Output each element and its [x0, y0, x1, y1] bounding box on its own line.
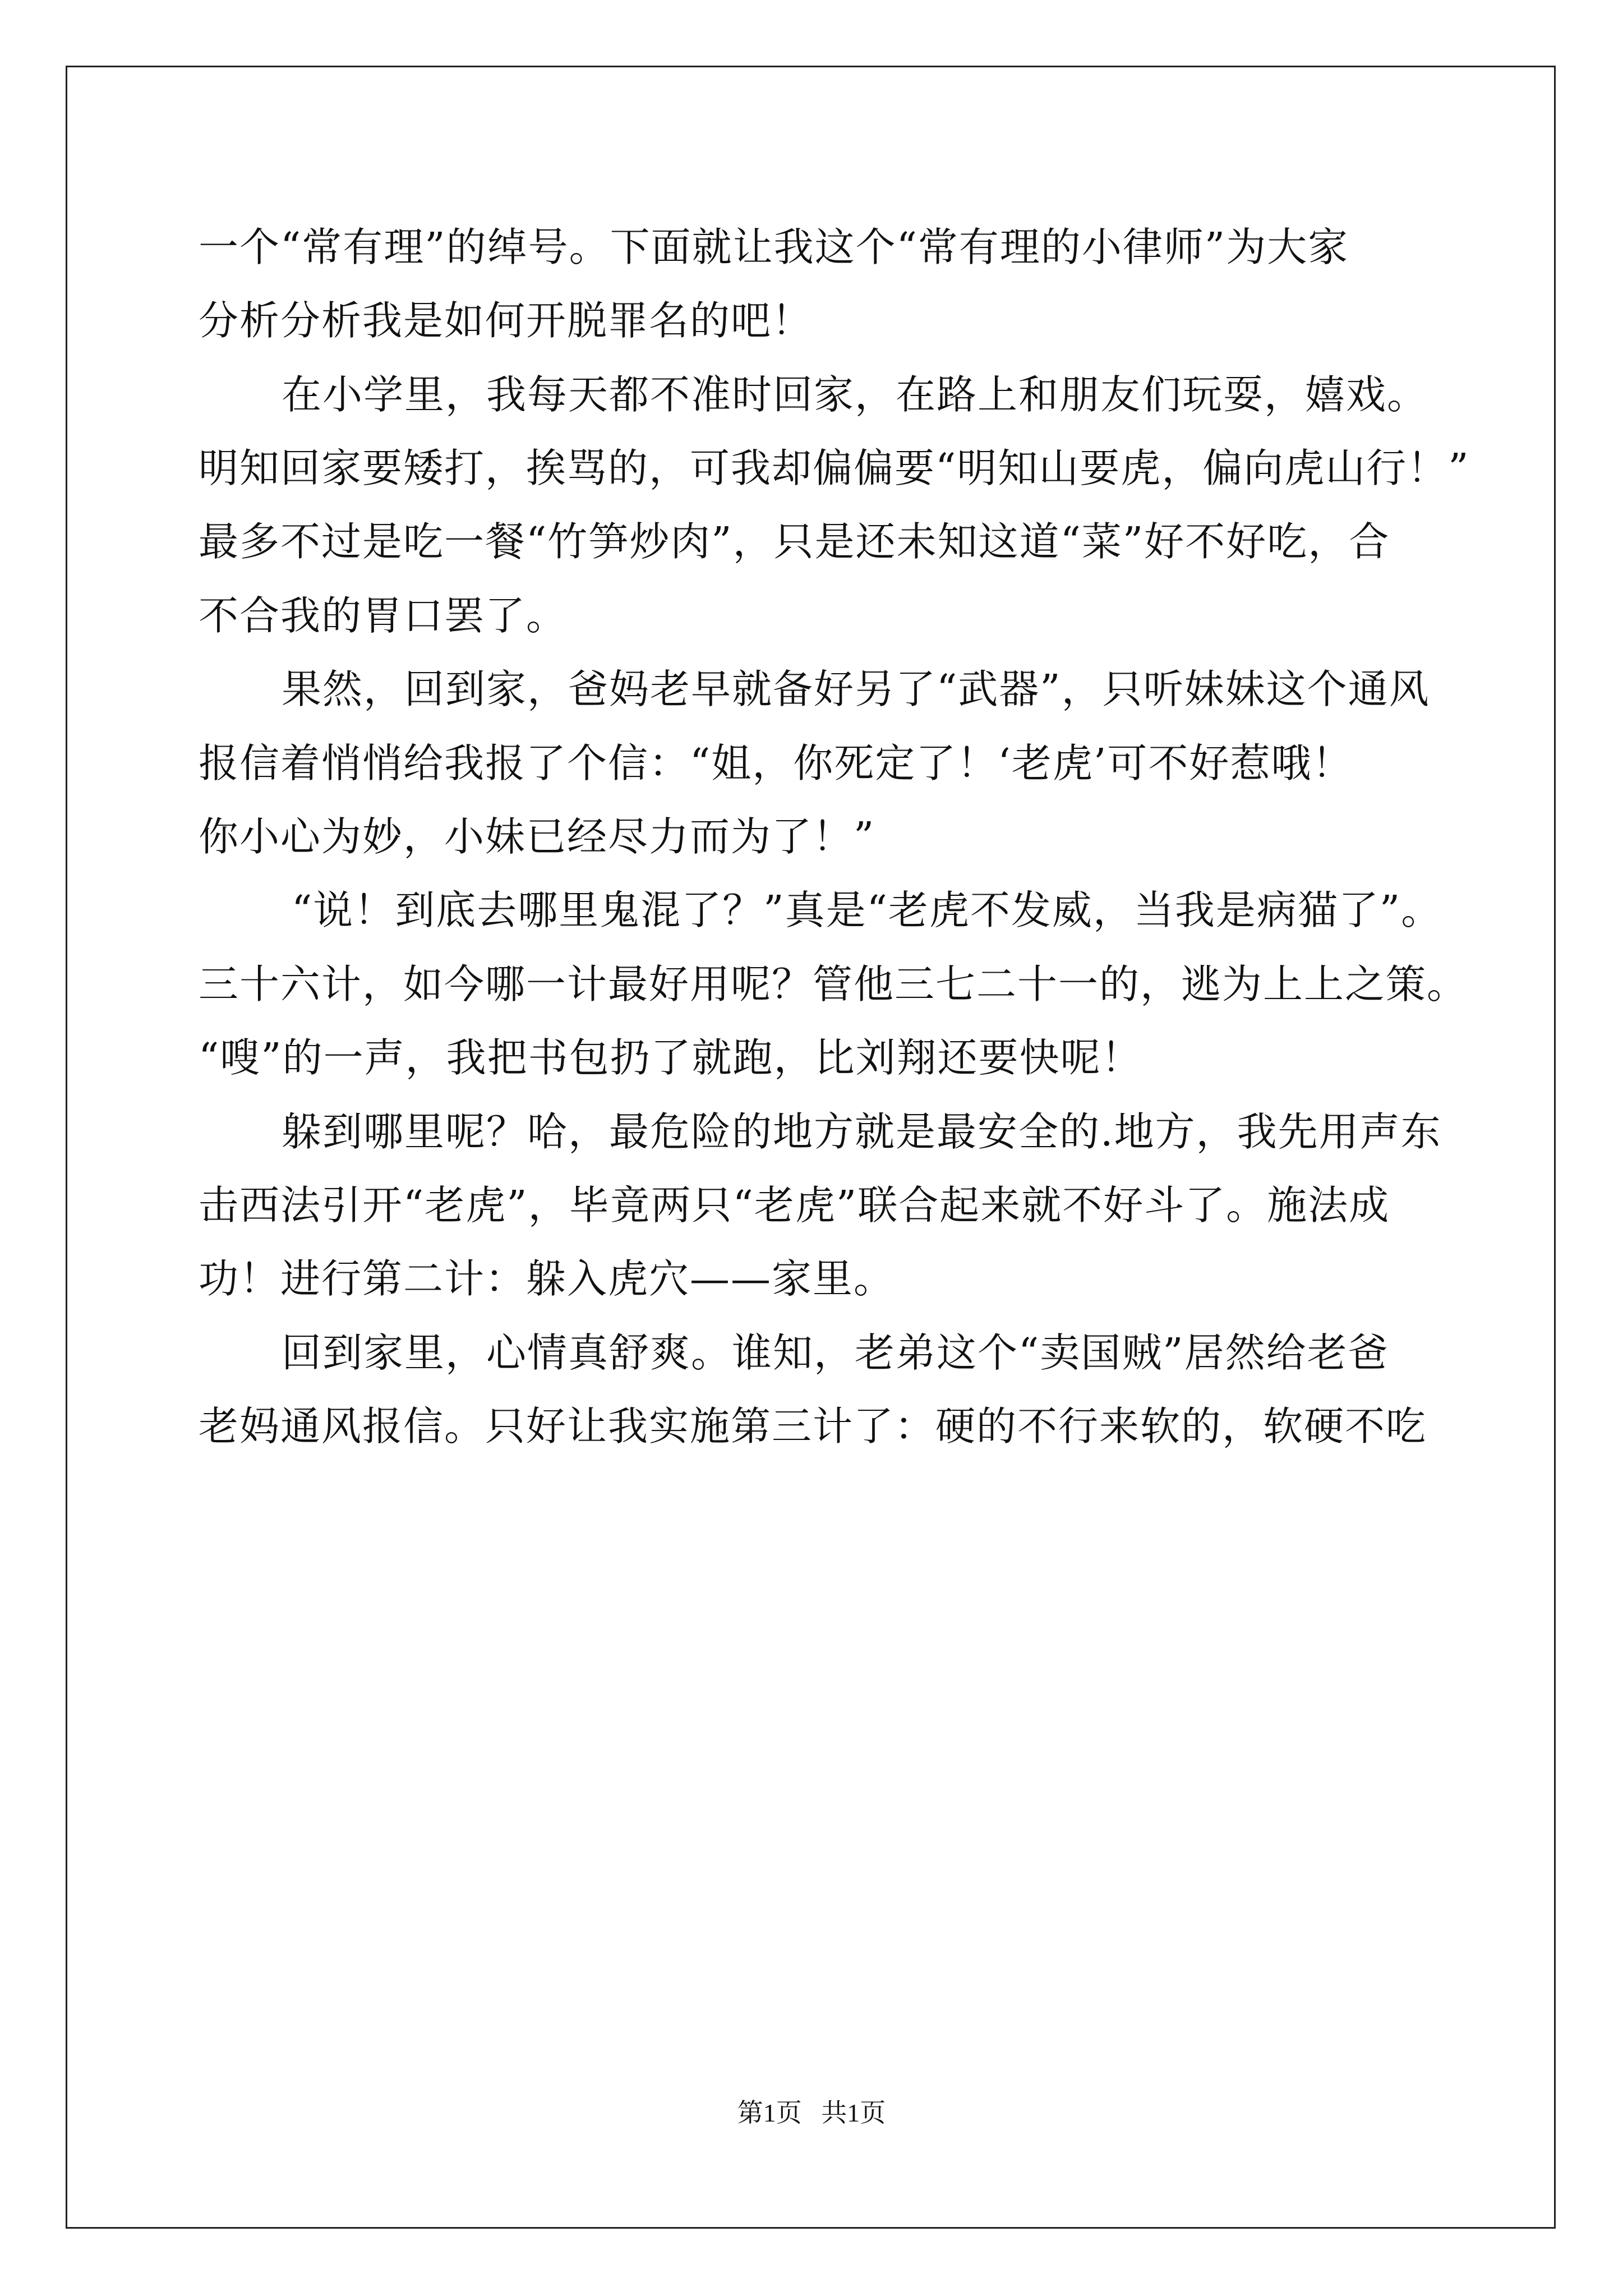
text-line: 你小心为妙，小妹已经尽力而为了！”	[199, 813, 875, 860]
text-line: 击西法引开“老虎”，毕竟两只“老虎”联合起来就不好斗了。施法成	[199, 1182, 1390, 1228]
text-line: 分析分析我是如何开脱罪名的吧！	[199, 297, 813, 344]
text-line: 老妈通风报信。只好让我实施第三计了：硬的不行来软的，软硬不吃	[199, 1403, 1427, 1450]
text-line: 一个“常有理”的绰号。下面就让我这个“常有理的小律师”为大家	[199, 224, 1349, 270]
text-line: 明知回家要矮打，挨骂的，可我却偏偏要“明知山要虎，偏向虎山行！”	[199, 445, 1470, 491]
paragraph-start-line: 在小学里，我每天都不准时回家，在路上和朋友们玩耍，嬉戏。	[282, 371, 1428, 418]
text-line: “嗖”的一声，我把书包扔了就跑，比刘翔还要快呢！	[199, 1034, 1142, 1081]
page-number-footer: 第1页 共1页	[737, 2099, 886, 2127]
text-line: 最多不过是吃一餐“竹笋炒肉”，只是还未知这道“菜”好不好吃，合	[199, 518, 1390, 565]
text-line: 三十六计，如今哪一计最好用呢？管他三七二十一的，逃为上上之策。	[199, 961, 1468, 1007]
paragraph-start-line: 躲到哪里呢？哈，最危险的地方就是最安全的.地方，我先用声东	[282, 1108, 1442, 1155]
text-line: 不合我的胃口罢了。	[199, 592, 568, 639]
paragraph-start-line: 果然，回到家，爸妈老早就备好另了“武器”，只听妹妹这个通风	[282, 666, 1430, 712]
paragraph-start-line: “说！到底去哪里鬼混了？”真是“老虎不发威，当我是病猫了”。	[292, 887, 1442, 933]
text-line: 功！进行第二计：躲入虎穴——家里。	[199, 1255, 895, 1302]
paragraph-start-line: 回到家里，心情真舒爽。谁知，老弟这个“卖国贼”居然给老爸	[282, 1329, 1389, 1376]
text-line: 报信着悄悄给我报了个信：“姐，你死定了！‘老虎’可不好惹哦！	[199, 740, 1353, 786]
